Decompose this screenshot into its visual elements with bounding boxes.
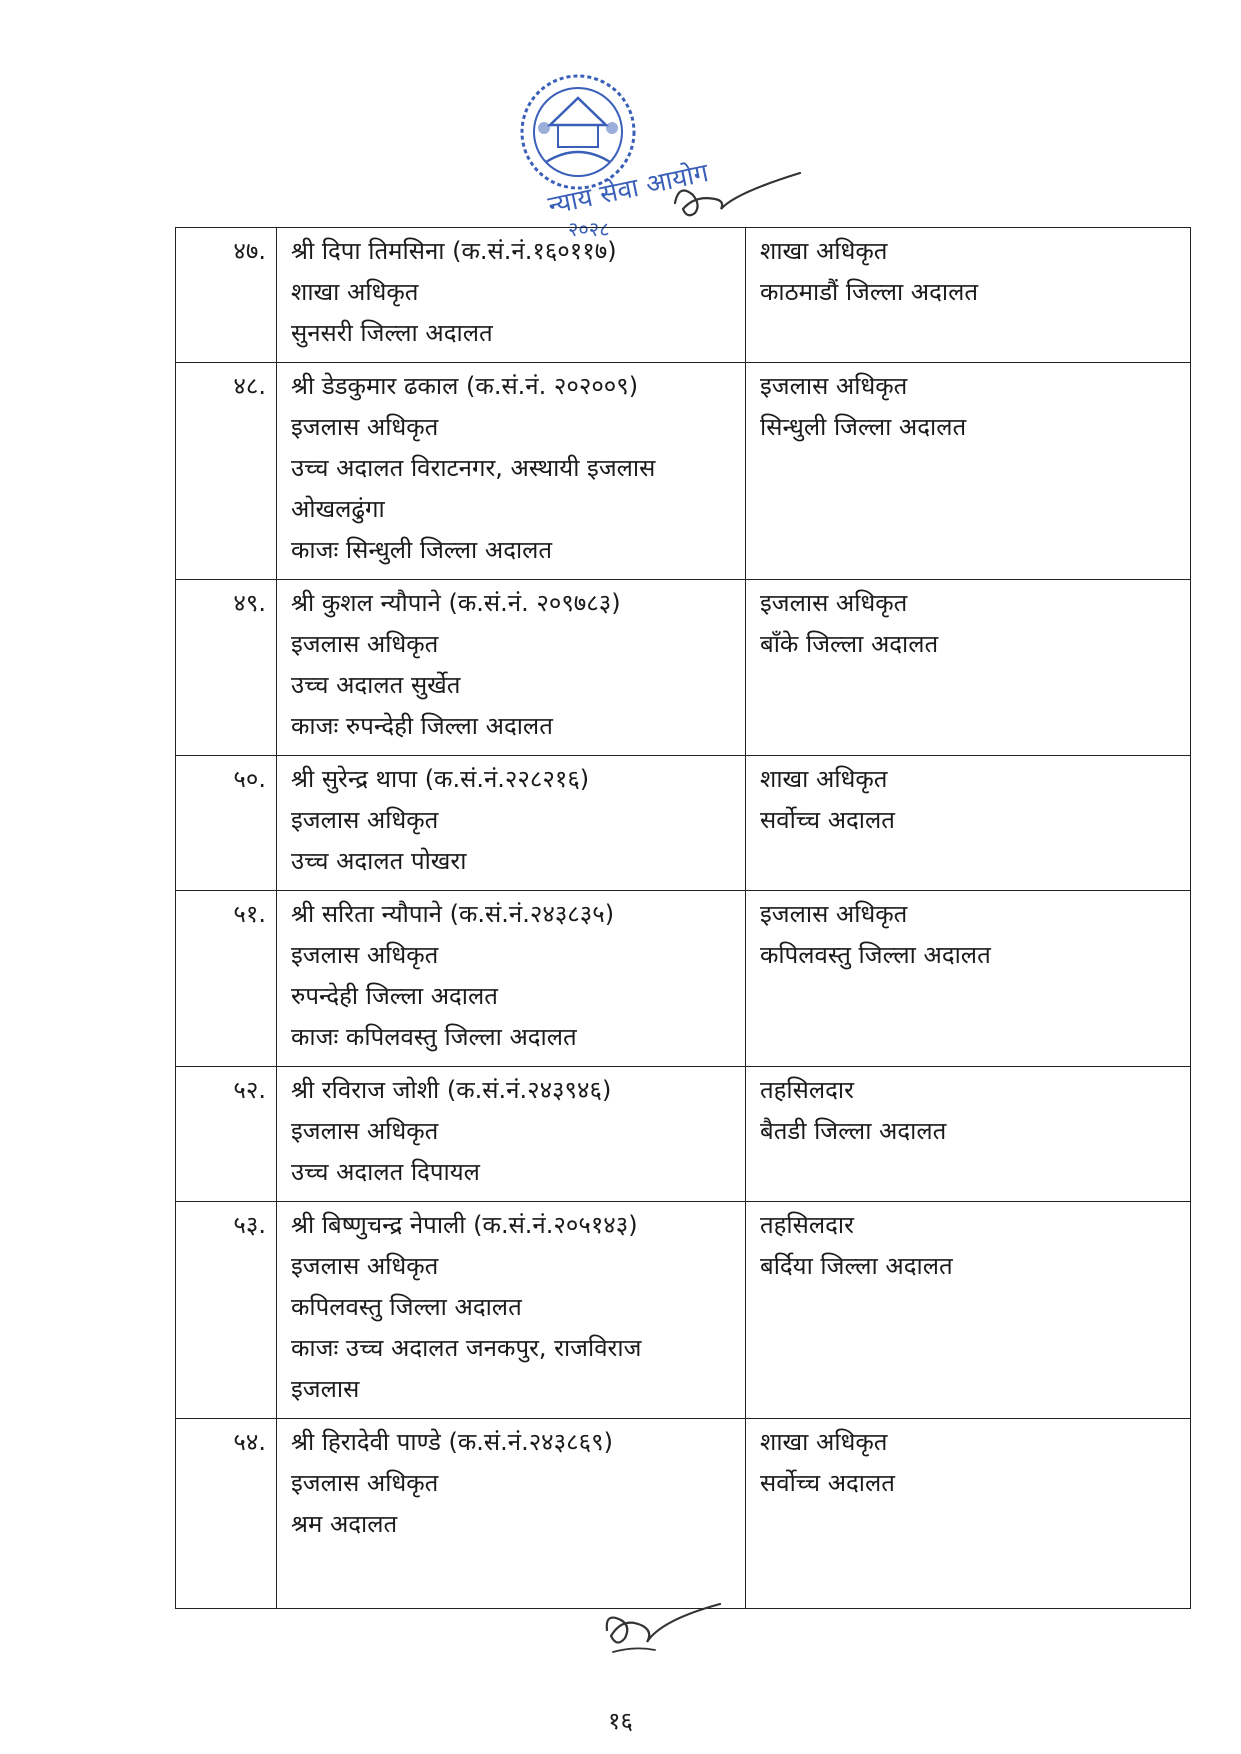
current-post-line: सुनसरी जिल्ला अदालत	[291, 319, 493, 347]
new-post-cell	[746, 1419, 1191, 1609]
new-post-line: बर्दिया जिल्ला अदालत	[760, 1252, 953, 1280]
current-post-cell	[277, 363, 746, 580]
new-post-cell	[746, 228, 1191, 363]
new-post-line: इजलास अधिकृत	[760, 372, 908, 400]
current-post-line: काजः उच्च अदालत जनकपुर, राजविराज	[291, 1334, 642, 1362]
signature-initials-bottom	[595, 1590, 725, 1660]
new-post-line: बाँके जिल्ला अदालत	[760, 630, 939, 658]
current-post-line: इजलास अधिकृत	[291, 1117, 439, 1145]
new-post-line: तहसिलदार	[760, 1076, 854, 1104]
officer-name: श्री रविराज जोशी (क.सं.नं.२४३९४६)	[291, 1076, 612, 1104]
current-post-line: उच्च अदालत पोखरा	[291, 847, 467, 875]
officer-name: श्री बिष्णुचन्द्र नेपाली (क.सं.नं.२०५१४३)	[291, 1211, 638, 1239]
new-post-line: इजलास अधिकृत	[760, 900, 908, 928]
table-row	[176, 363, 1191, 580]
new-post-line: शाखा अधिकृत	[760, 1428, 888, 1456]
current-post-cell	[277, 1419, 746, 1609]
current-post-line: इजलास	[291, 1375, 360, 1403]
current-post-line: ओखलढुंगा	[291, 495, 385, 523]
serial-number: ५४.	[176, 1419, 277, 1609]
new-post-line: सर्वोच्च अदालत	[760, 1469, 895, 1497]
current-post-line: काजः सिन्धुली जिल्ला अदालत	[291, 536, 553, 564]
serial-number: ५१.	[176, 891, 277, 1067]
table-row	[176, 228, 1191, 363]
current-post-cell	[277, 891, 746, 1067]
officer-name: श्री डेडकुमार ढकाल (क.सं.नं. २०२००९)	[291, 372, 639, 400]
current-post-line: शाखा अधिकृत	[291, 278, 419, 306]
page-number: १६	[608, 1707, 633, 1735]
current-post-line: उच्च अदालत विराटनगर, अस्थायी इजलास	[291, 454, 656, 482]
officer-name: श्री सरिता न्यौपाने (क.सं.नं.२४३८३५)	[291, 900, 615, 928]
new-post-cell	[746, 756, 1191, 891]
current-post-cell	[277, 228, 746, 363]
table-row	[176, 1419, 1191, 1609]
current-post-line: इजलास अधिकृत	[291, 806, 439, 834]
current-post-line: इजलास अधिकृत	[291, 941, 439, 969]
new-post-line: सर्वोच्च अदालत	[760, 806, 895, 834]
current-post-line: उच्च अदालत सुर्खेत	[291, 671, 461, 699]
table-row	[176, 1067, 1191, 1202]
current-post-line: काजः कपिलवस्तु जिल्ला अदालत	[291, 1023, 577, 1051]
serial-number: ५३.	[176, 1202, 277, 1419]
officer-name: श्री कुशल न्यौपाने (क.सं.नं. २०९७८३)	[291, 589, 621, 617]
current-post-line: उच्च अदालत दिपायल	[291, 1158, 480, 1186]
table-row	[176, 1202, 1191, 1419]
current-post-line: रुपन्देही जिल्ला अदालत	[291, 982, 498, 1010]
new-post-line: शाखा अधिकृत	[760, 765, 888, 793]
new-post-line: बैतडी जिल्ला अदालत	[760, 1117, 947, 1145]
table-row	[176, 891, 1191, 1067]
new-post-line: तहसिलदार	[760, 1211, 854, 1239]
current-post-line: कपिलवस्तु जिल्ला अदालत	[291, 1293, 522, 1321]
table-row	[176, 756, 1191, 891]
new-post-line: काठमाडौं जिल्ला अदालत	[760, 278, 979, 306]
serial-number: ४९.	[176, 580, 277, 756]
serial-number: ५०.	[176, 756, 277, 891]
current-post-line: इजलास अधिकृत	[291, 630, 439, 658]
current-post-cell	[277, 1202, 746, 1419]
officer-name: श्री दिपा तिमसिना (क.सं.नं.१६०११७)	[291, 237, 617, 265]
serial-number: ४८.	[176, 363, 277, 580]
new-post-cell	[746, 891, 1191, 1067]
new-post-line: शाखा अधिकृत	[760, 237, 888, 265]
current-post-cell	[277, 756, 746, 891]
court-seal-logo	[500, 70, 712, 241]
current-post-cell	[277, 1067, 746, 1202]
officer-name: श्री सुरेन्द्र थापा (क.सं.नं.२२८२१६)	[291, 765, 590, 793]
new-post-line: कपिलवस्तु जिल्ला अदालत	[760, 941, 991, 969]
seal-year: २०२८	[568, 217, 610, 241]
serial-number: ५२.	[176, 1067, 277, 1202]
seal-org-name: न्याय सेवा आयोग	[545, 158, 712, 222]
new-post-cell	[746, 363, 1191, 580]
current-post-line: इजलास अधिकृत	[291, 1469, 439, 1497]
officer-name: श्री हिरादेवी पाण्डे (क.सं.नं.२४३८६९)	[291, 1428, 613, 1456]
new-post-cell	[746, 1067, 1191, 1202]
table-row	[176, 580, 1191, 756]
current-post-line: इजलास अधिकृत	[291, 413, 439, 441]
new-post-line: सिन्धुली जिल्ला अदालत	[760, 413, 967, 441]
new-post-cell	[746, 1202, 1191, 1419]
signature-initials-top	[665, 165, 805, 225]
serial-number: ४७.	[176, 228, 277, 363]
current-post-cell	[277, 580, 746, 756]
new-post-line: इजलास अधिकृत	[760, 589, 908, 617]
current-post-line: इजलास अधिकृत	[291, 1252, 439, 1280]
current-post-line: काजः रुपन्देही जिल्ला अदालत	[291, 712, 553, 740]
transfer-table	[175, 227, 1191, 1609]
current-post-line: श्रम अदालत	[291, 1510, 398, 1538]
new-post-cell	[746, 580, 1191, 756]
